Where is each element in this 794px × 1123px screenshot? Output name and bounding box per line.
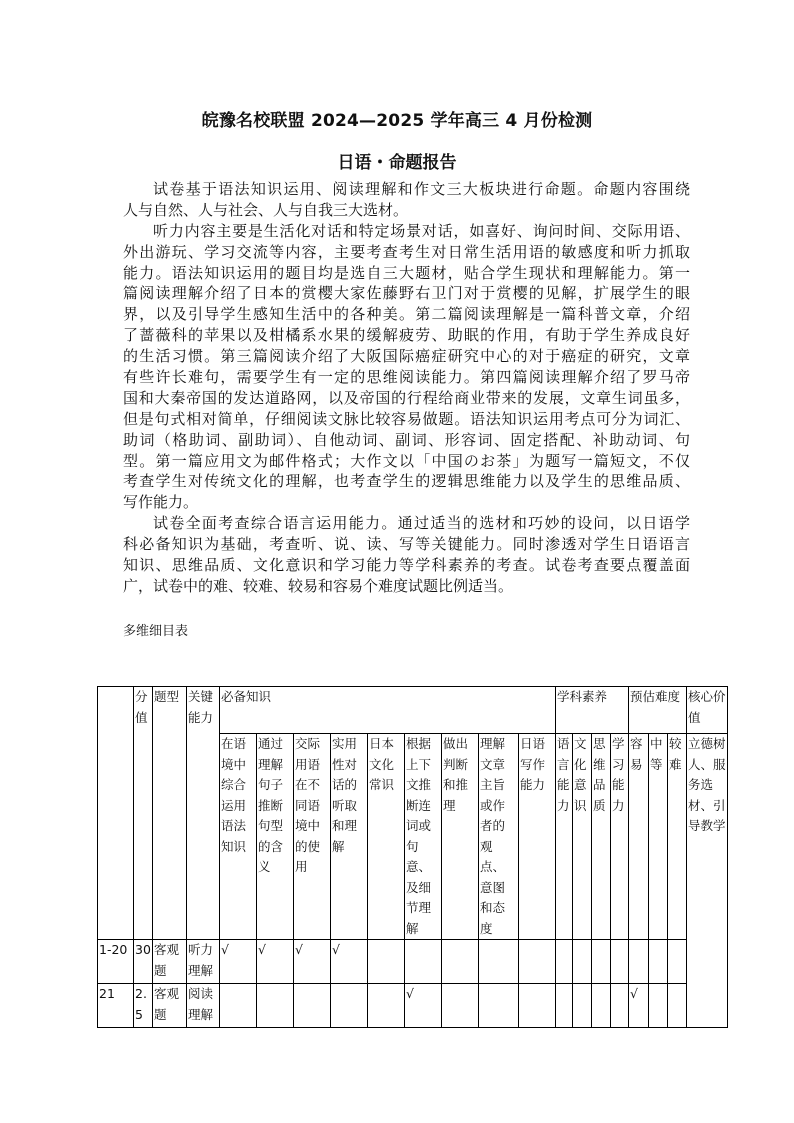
header-ability: 关键能力: [187, 687, 220, 940]
paragraph-line: 试卷基于语法知识运用、阅读理解和作文三大板块进行命题。命题内容围绕: [153, 180, 690, 198]
check-mark-cell: √: [405, 984, 442, 1028]
paragraph-line: 外出游玩、学习交流等内容，主要考查考生对日常生活用语的敏感度和听力抓取: [123, 242, 690, 261]
paragraph-line: 了蔷薇科的苹果以及柑橘系水果的缓解疲劳、助眠的作用，有助于学生养成良好: [123, 326, 690, 345]
subheader-cell: 日本文化常识: [368, 734, 405, 940]
cell-items: 21: [98, 984, 134, 1028]
empty-cell: [294, 984, 331, 1028]
empty-cell: [331, 984, 368, 1028]
header-score: 分值: [134, 687, 153, 940]
subheader-cell: 实用性对话的听取和理解: [331, 734, 368, 940]
paragraph-line: 型。第一篇应用文为邮件格式；大作文以「中国のお茶」为题写一篇短文，不仅: [123, 451, 690, 470]
empty-cell: [405, 940, 442, 984]
subheader-cell: 文化意识: [573, 734, 592, 940]
paragraph-line: 广，试卷中的难、较难、较易和容易个难度试题比例适当。: [123, 576, 514, 595]
empty-cell: [479, 984, 519, 1028]
cell-ability: 听力理解: [187, 940, 220, 984]
empty-cell: [649, 984, 668, 1028]
empty-cell: [556, 984, 573, 1028]
empty-cell: [629, 940, 649, 984]
empty-cell: [442, 940, 479, 984]
paragraph-line: 的生活习惯。第三篇阅读介绍了大阪国际癌症研究中心的对于癌症的研究，文章: [123, 347, 690, 366]
header-knowledge: 必备知识: [220, 687, 556, 734]
header-type: 题型: [153, 687, 187, 940]
empty-cell: [573, 984, 592, 1028]
empty-cell: [573, 940, 592, 984]
empty-cell: [442, 984, 479, 1028]
cell-type: 客观题: [153, 940, 187, 984]
paragraph-line: 但是句式相对简单，仔细阅读文脉比较容易做题。语法知识运用考点可分为词汇、: [123, 409, 690, 428]
empty-cell: [611, 940, 629, 984]
empty-cell: [368, 940, 405, 984]
paragraph-line: 听力内容主要是生活化对话和特定场景对话，如喜好、询问时间、交际用语、: [153, 221, 690, 240]
paragraph-line: 人与自然、人与社会、人与自我三大选材。: [123, 200, 409, 219]
empty-cell: [592, 940, 611, 984]
subheader-cell: 学习能力: [611, 734, 629, 940]
empty-cell: [519, 984, 556, 1028]
paragraph: [123, 179, 690, 221]
subheader-cell: 中等: [649, 734, 668, 940]
empty-cell: [592, 984, 611, 1028]
empty-cell: [479, 940, 519, 984]
subheader-cell: 交际用语在不同语境中的使用: [294, 734, 331, 940]
table-row: [98, 940, 728, 984]
subheader-cell: 语言能力: [556, 734, 573, 940]
specification-table: [97, 686, 728, 1028]
paragraph-line: 助词（格助词、副助词）、自他动词、副词、形容词、固定搭配、补助动词、句: [123, 430, 690, 449]
subheader-cell: 思维品质: [592, 734, 611, 940]
header-blank: [98, 687, 134, 940]
report-body: [123, 179, 690, 597]
subheader-cell: 在语境中综合运用语法知识: [220, 734, 257, 940]
document-subtitle: 日语・命题报告: [337, 153, 457, 173]
check-mark-cell: √: [257, 940, 294, 984]
table-row: [98, 984, 728, 1028]
empty-cell: [649, 940, 668, 984]
check-mark-cell: √: [331, 940, 368, 984]
paragraph-line: 界，以及引导学生感知生活中的各种美。第二篇阅读理解是一篇科普文章，介绍: [123, 305, 690, 324]
cell-items: 1-20: [98, 940, 134, 984]
subheader-cell: 理解文章主旨或作者的观点、意图和态度: [479, 734, 519, 940]
document-title: 皖豫名校联盟 2024—2025 学年高三 4 月份检测: [201, 111, 593, 131]
paragraph-line: 国和大秦帝国的发达道路网，以及帝国的行程给商业带来的发展，文章生词虽多，: [123, 388, 690, 407]
paragraph-line: 知识、思维品质、文化意识和学习能力等学科素养的考查。试卷考查要点覆盖面: [123, 556, 690, 575]
empty-cell: [611, 984, 629, 1028]
subheader-cell: 做出判断和推理: [442, 734, 479, 940]
header-difficulty: 预估难度: [629, 687, 687, 734]
paragraph-line: 科必备知识为基础，考查听、说、读、写等关键能力。同时渗透对学生日语语言: [123, 535, 690, 554]
subheader-cell: 通过理解句子推断句型的含义: [257, 734, 294, 940]
paragraph-line: 考查学生对传统文化的理解，也考查学生的逻辑思维能力以及学生的思维品质、: [123, 472, 690, 491]
subheader-cell: 容易: [629, 734, 649, 940]
cell-ability: 阅读理解: [187, 984, 220, 1028]
table-caption: 多维细目表: [123, 624, 189, 639]
paragraph-line: 试卷全面考查综合语言运用能力。通过适当的选材和巧妙的设问，以日语学: [153, 514, 690, 533]
empty-cell: [556, 940, 573, 984]
check-mark-cell: √: [220, 940, 257, 984]
empty-cell: [257, 984, 294, 1028]
cell-score: 30: [134, 940, 153, 984]
core-value-cell: 立德树人、服务选材、引导教学: [687, 734, 728, 1028]
paragraph-line: 有些许长难句，需要学生有一定的思维阅读能力。第四篇阅读理解介绍了罗马帝: [123, 368, 690, 387]
paragraph: [123, 221, 690, 513]
empty-cell: [519, 940, 556, 984]
paragraph: [123, 513, 690, 597]
paragraph-line: 篇阅读理解介绍了日本的赏樱大家佐藤野右卫门对于赏樱的见解，扩展学生的眼: [123, 284, 690, 303]
empty-cell: [668, 940, 687, 984]
cell-score: 2.5: [134, 984, 153, 1028]
subheader-cell: 根据上下文推断连词或句意、及细节理解: [405, 734, 442, 940]
header-literacy: 学科素养: [556, 687, 629, 734]
empty-cell: [368, 984, 405, 1028]
empty-cell: [668, 984, 687, 1028]
header-core-value: 核心价值: [687, 687, 728, 734]
subheader-cell: 日语写作能力: [519, 734, 556, 940]
check-mark-cell: √: [629, 984, 649, 1028]
empty-cell: [220, 984, 257, 1028]
cell-type: 客观题: [153, 984, 187, 1028]
paragraph-line: 能力。语法知识运用的题目均是选自三大题材，贴合学生现状和理解能力。第一: [123, 263, 690, 282]
paragraph-line: 写作能力。: [123, 493, 199, 512]
check-mark-cell: √: [294, 940, 331, 984]
subheader-cell: 较难: [668, 734, 687, 940]
header-row: [98, 687, 728, 734]
